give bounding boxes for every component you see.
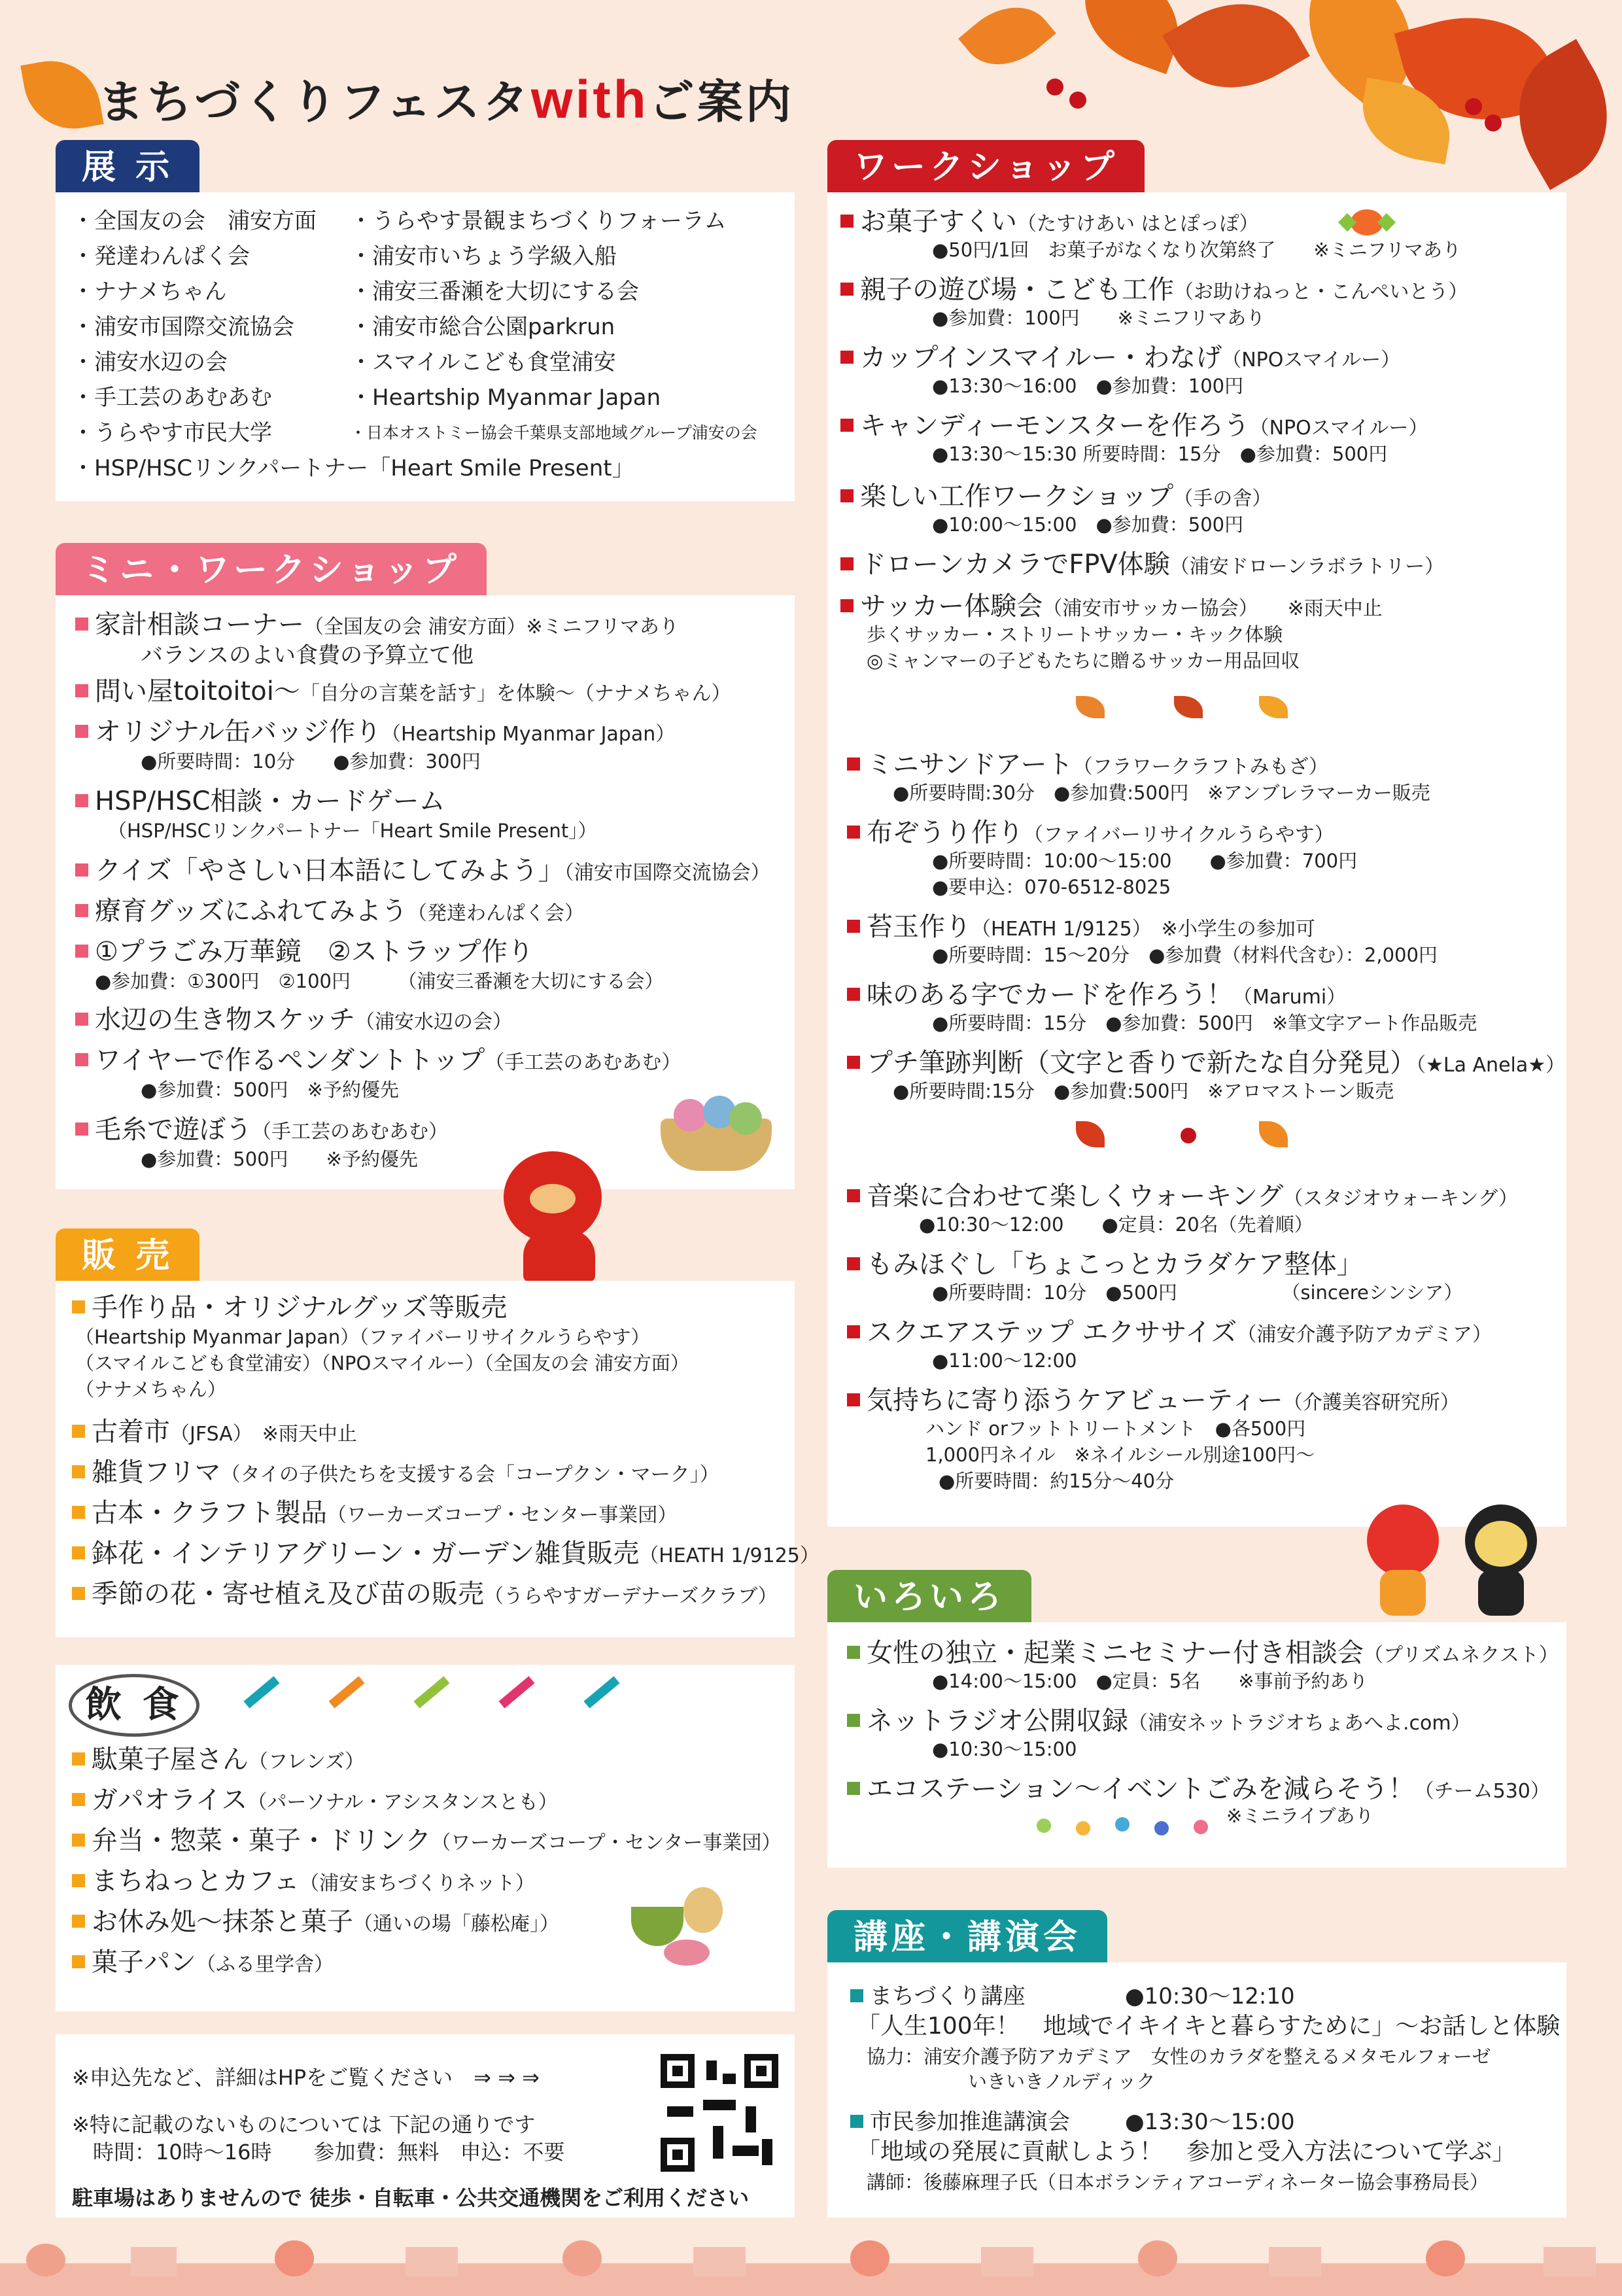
list-item: 古着市（JFSA） ※雨天中止	[72, 1416, 357, 1451]
list-item: ワイヤーで作るペンダントトップ（手工芸のあむあむ）	[75, 1044, 681, 1079]
item-detail: ●所要時間：15分 ●参加費：500円 ※筆文字アート作品販売	[932, 1012, 1477, 1034]
item-detail: 1,000円ネイル ※ネイルシール別途100円～	[925, 1444, 1315, 1466]
lecture-title: 「人生100年！ 地域でイキイキと暮らすために」～お話しと体験	[857, 2013, 1561, 2040]
list-item: 弁当・惣菜・菓子・ドリンク（ワーカーズコープ・センター事業団）	[72, 1824, 781, 1860]
exhibitor: ・スマイルこども食堂浦安	[350, 349, 616, 375]
cutlery-icons-decoration	[242, 1681, 700, 1727]
exhibitor: ・Heartship Myanmar Japan	[350, 385, 661, 411]
item-detail: （Heartship Myanmar Japan）（ファイバーリサイクルうらやす）	[75, 1326, 650, 1348]
list-item: 駄菓子屋さん（フレンズ）	[72, 1743, 364, 1779]
list-item: サッカー体験会（浦安市サッカー協会） ※雨天中止	[840, 590, 1383, 625]
list-item: ①プラごみ万華鏡 ②ストラップ作り	[75, 935, 534, 968]
leaf-icon	[1259, 1121, 1288, 1147]
item-detail: ●10:30～15:00	[932, 1738, 1077, 1760]
item-detail: ●参加費：500円 ※予約優先	[141, 1079, 399, 1101]
list-item: 市民参加推進講演会	[850, 2108, 1070, 2136]
tab-mini-workshop: ミニ・ワークショップ	[56, 543, 487, 595]
list-item: 女性の独立・起業ミニセミナー付き相談会（プリズムネクスト）	[847, 1637, 1559, 1672]
list-item: 毛糸で遊ぼう（手工芸のあむあむ）	[75, 1113, 448, 1149]
item-detail: ●50円/1回 お菓子がなくなり次第終了 ※ミニフリマあり	[932, 239, 1461, 261]
item-detail: いきいきノルディック	[968, 2070, 1156, 2093]
matcha-sweets-icon	[631, 1887, 729, 1966]
yarn-basket-icon	[661, 1092, 772, 1171]
list-item: 手作り品・オリジナルグッズ等販売	[72, 1291, 507, 1324]
mascot-characters-icon	[1360, 1491, 1557, 1616]
item-detail: ●13:30～15:30 所要時間：15分 ●参加費：500円	[932, 443, 1388, 465]
tab-sales: 販 売	[56, 1228, 199, 1281]
list-item: ミニサンドアート（フラワークラフトみもざ）	[847, 748, 1328, 784]
tab-workshop: ワークショップ	[827, 140, 1145, 192]
note-line: 時間：10時～16時 参加費：無料 申込：不要	[72, 2140, 565, 2165]
item-detail: ●11:00～12:00	[932, 1349, 1077, 1372]
list-item: 布ぞうり作り（ファイバーリサイクルうらやす）	[847, 816, 1334, 852]
exhibitor: ・HSP/HSCリンクパートナー「Heart Smile Present」	[72, 455, 634, 481]
tab-exhibit: 展 示	[56, 140, 199, 192]
exhibitor: ・浦安三番瀬を大切にする会	[350, 279, 639, 305]
item-detail: バランスのよい食費の予算立て他	[141, 642, 474, 669]
item-detail: ●所要時間：10分 ●参加費：300円	[141, 750, 481, 773]
item-detail: ●13:30～16:00 ●参加費：100円	[932, 375, 1244, 397]
item-detail: ※ミニライブあり	[1226, 1805, 1374, 1827]
list-item: 季節の花・寄せ植え及び苗の販売（うらやすガーデナーズクラブ）	[72, 1578, 778, 1613]
exhibitor: ・手工芸のあむあむ	[72, 385, 272, 411]
list-item: 鉢花・インテリアグリーン・ガーデン雑貨販売（HEATH 1/9125）	[72, 1537, 820, 1573]
list-item: オリジナル缶バッジ作り（Heartship Myanmar Japan）	[75, 716, 675, 751]
candy-icon	[1341, 203, 1393, 242]
item-detail: ハンド orフットトリートメント ●各500円	[925, 1418, 1306, 1440]
item-detail: ●所要時間:15分 ●参加費:500円 ※アロマストーン販売	[893, 1080, 1394, 1102]
list-item: スクエアステップ エクササイズ（浦安介護予防アカデミア）	[847, 1316, 1492, 1351]
list-item: 苔玉作り（HEATH 1/9125） ※小学生の参加可	[847, 911, 1315, 946]
note-line: ※申込先など、詳細はHPをご覧ください ⇒ ⇒ ⇒	[72, 2065, 540, 2090]
list-item: ネットラジオ公開収録（浦安ネットラジオちょあへよ.com）	[847, 1705, 1471, 1740]
note-line: ※特に記載のないものについては 下記の通りです	[72, 2112, 536, 2137]
sales-card	[56, 1281, 820, 1637]
list-item: エコステーション～イベントごみを減らそう！（チーム530）	[847, 1773, 1550, 1808]
leaf-icon	[1174, 696, 1203, 718]
lecture-time: ●13:30～15:00	[1125, 2109, 1295, 2135]
list-item: 雑貨フリマ（タイの子供たちを支援する会「コープクン・マーク」）	[72, 1456, 719, 1491]
item-detail: ●参加費：500円 ※予約優先	[141, 1148, 418, 1170]
list-item: お菓子すくい（たすけあい はとぽっぽ）	[840, 205, 1259, 241]
exhibitor: ・うらやす市民大学	[72, 420, 272, 446]
list-item: まちづくり講座	[850, 1982, 1026, 2011]
list-item: キャンディーモンスターを作ろう（NPOスマイルー）	[840, 409, 1428, 445]
item-detail: ●10:00～15:00 ●参加費：500円	[932, 513, 1244, 536]
parking-note: 駐車場はありませんので 徒歩・自転車・公共交通機関をご利用ください	[72, 2185, 750, 2210]
list-item: 家計相談コーナー（全国友の会 浦安方面）※ミニフリマあり	[75, 608, 679, 644]
maple-leaf-icon	[20, 53, 103, 136]
mini-workshop-card	[56, 595, 795, 1189]
list-item: 問い屋toitoitoi～「自分の言葉を話す」を体験～（ナナメちゃん）	[75, 675, 731, 710]
lecture-title: 「地域の発展に貢献しよう！ 参加と受入方法について学ぶ」	[857, 2138, 1516, 2165]
list-item: プチ筆跡判断（文字と香りで新たな自分発見）（★La Anela★）	[847, 1047, 1565, 1082]
item-detail: ●所要時間：約15分～40分	[939, 1470, 1175, 1492]
leaf-icon	[1259, 696, 1288, 718]
list-item: 水辺の生き物スケッチ（浦安水辺の会）	[75, 1003, 512, 1039]
page-title: まちづくりフェスタwithご案内	[98, 70, 794, 130]
exhibitor: ・浦安水辺の会	[72, 349, 228, 375]
item-detail: ●所要時間：10:00～15:00 ●参加費：700円	[932, 850, 1358, 872]
exhibitor: ・浦安市国際交流協会	[72, 314, 294, 340]
list-item: 菓子パン（ふる里学舎）	[72, 1946, 334, 1981]
exhibitor: ・全国友の会 浦安方面	[72, 208, 317, 234]
food-label: 飲 食	[69, 1674, 199, 1737]
item-detail: ●所要時間：10分 ●500円 （sincereシンシア）	[932, 1281, 1463, 1304]
item-detail: ●所要時間：15～20分 ●参加費（材料代含む）：2,000円	[932, 944, 1438, 966]
list-item: 療育グッズにふれてみよう（発達わんぱく会）	[75, 895, 584, 930]
item-detail: 講師：後藤麻理子氏（日本ボランティアコーディネーター協会事務局長）	[867, 2171, 1489, 2193]
music-notes-icon	[1037, 1805, 1233, 1845]
item-detail: ●要申込：070-6512-8025	[932, 876, 1171, 898]
list-item: HSP/HSC相談・カードゲーム	[75, 785, 445, 818]
lecture-time: ●10:30～12:10	[1125, 1983, 1295, 2009]
misc-card	[827, 1622, 1566, 1868]
exhibitor: ・日本オストミー協会千葉県支部地域グループ浦安の会	[350, 423, 757, 442]
item-detail: ●14:00～15:00 ●定員：5名 ※事前予約あり	[932, 1670, 1368, 1692]
list-item: 親子の遊び場・こども工作（お助けねっと・こんぺいとう）	[840, 273, 1468, 309]
item-detail: ●参加費：①300円 ②100円 （浦安三番瀬を大切にする会）	[95, 970, 664, 992]
list-item: クイズ「やさしい日本語にしてみよう」（浦安市国際交流協会）	[75, 854, 770, 890]
exhibitor: ・うらやす景観まちづくりフォーラム	[350, 208, 727, 234]
item-detail: （HSP/HSCリンクパートナー「Heart Smile Present」）	[108, 820, 597, 842]
item-detail: ◎ミャンマーの子どもたちに贈るサッカー用品回収	[867, 650, 1300, 672]
list-item: もみほぐし「ちょこっとカラダケア整体」	[847, 1248, 1363, 1281]
lectures-card	[827, 1962, 1566, 2218]
item-detail: ●参加費：100円 ※ミニフリマあり	[932, 307, 1266, 329]
exhibitor: ・発達わんぱく会	[72, 243, 250, 270]
item-detail: ●10:30～12:00 ●定員：20名（先着順）	[919, 1213, 1313, 1236]
item-detail: ●所要時間:30分 ●参加費:500円 ※アンブレラマーカー販売	[893, 782, 1430, 804]
mascot-character-icon	[497, 1151, 608, 1282]
list-item: ガパオライス（パーソナル・アシスタンスとも）	[72, 1784, 558, 1819]
leaf-icon	[1076, 1121, 1105, 1147]
list-item: 気持ちに寄り添うケアビューティー（介護美容研究所）	[847, 1384, 1460, 1419]
exhibitor: ・ナナメちゃん	[72, 279, 227, 305]
townscape-decoration	[0, 2237, 1622, 2296]
tab-misc: いろいろ	[827, 1570, 1031, 1622]
list-item: 楽しい工作ワークショップ（手の舎）	[840, 480, 1271, 515]
list-item: カップインスマイルー・わなげ（NPOスマイルー）	[840, 341, 1400, 377]
tab-lectures: 講座・講演会	[827, 1910, 1107, 1962]
leaf-icon	[1076, 696, 1105, 718]
workshop-card	[827, 192, 1566, 1527]
list-item: まちねっとカフェ（浦安まちづくりネット）	[72, 1865, 535, 1900]
list-item: 古本・クラフト製品（ワーカーズコープ・センター事業団）	[72, 1497, 677, 1532]
qr-code-icon[interactable]	[661, 2054, 778, 2172]
item-detail: 歩くサッカー・ストリートサッカー・キック体験	[867, 623, 1283, 646]
exhibit-card	[56, 192, 795, 501]
berry-icon	[1181, 1128, 1196, 1143]
list-item: ドローンカメラでFPV体験（浦安ドローンラボラトリー）	[840, 548, 1444, 583]
exhibitor: ・浦安市いちょう学級入船	[350, 243, 617, 270]
item-detail: （スマイルこども食堂浦安）（NPOスマイルー）（全国友の会 浦安方面）	[75, 1352, 689, 1374]
item-detail: 協力：浦安介護予防アカデミア 女性のカラダを整えるメタモルフォーゼ	[867, 2045, 1491, 2068]
item-detail: （ナナメちゃん）	[75, 1378, 226, 1400]
exhibitor: ・浦安市総合公園parkrun	[350, 314, 615, 340]
list-item: 味のある字でカードを作ろう！（Marumi）	[847, 979, 1346, 1014]
list-item: お休み処～抹茶と菓子（通いの場「藤松庵」）	[72, 1905, 559, 1941]
list-item: 音楽に合わせて楽しくウォーキング（スタジオウォーキング）	[847, 1180, 1518, 1215]
